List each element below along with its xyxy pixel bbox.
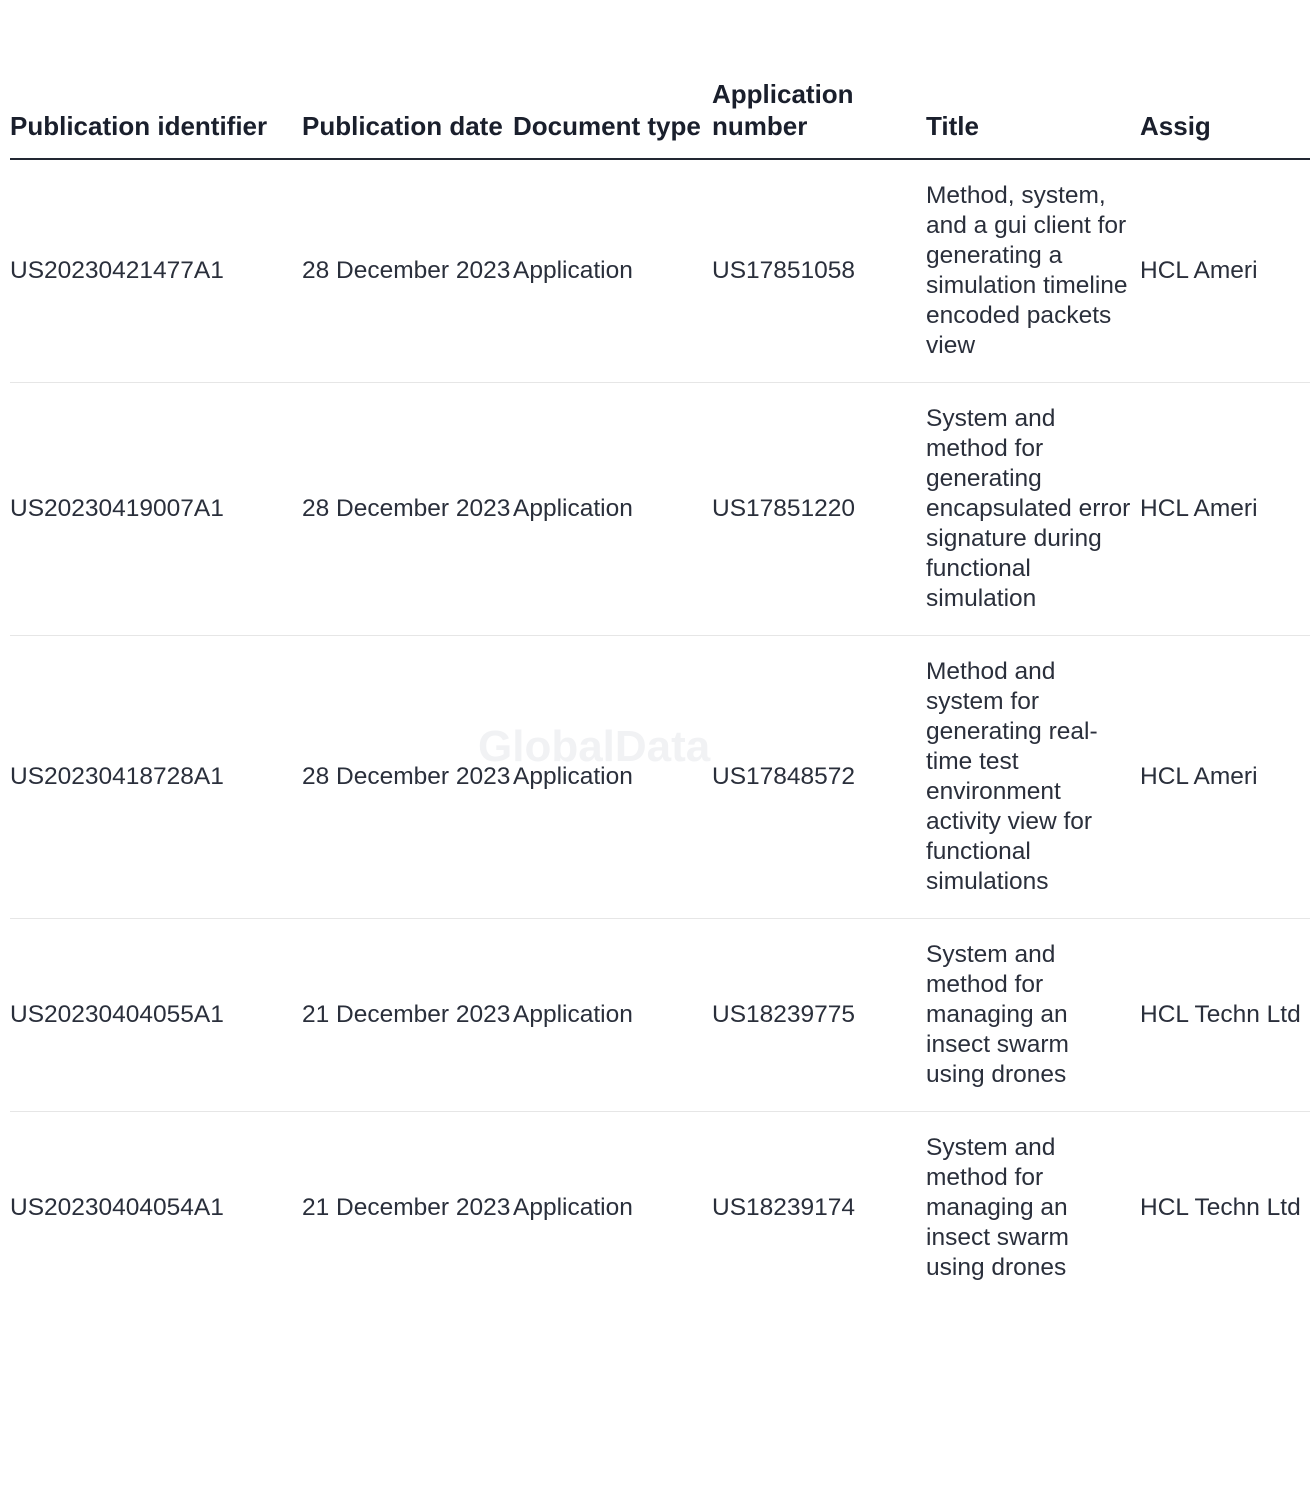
header-assignee: Assig [1140, 74, 1310, 159]
cell-publication-date: 21 December 2023 [302, 919, 513, 1112]
header-publication-date: Publication date [302, 74, 513, 159]
cell-title: Method, system, and a gui client for generating a simulation timeline encoded packets view [926, 159, 1140, 383]
table-row [10, 636, 1310, 919]
cell-publication-date: 28 December 2023 [302, 383, 513, 636]
cell-title: System and method for managing an insect swarm using drones [926, 1134, 1069, 1281]
cell-assignee: HCL Ameri [1140, 159, 1310, 383]
header-document-type: Document type [513, 74, 712, 159]
cell-document-type: Application [513, 383, 712, 636]
cell-assignee: HCL Techn Ltd [1140, 1194, 1301, 1221]
cell-title: Method and system for generating real-time test environment activity view for functional simulations [926, 636, 1140, 919]
header-publication-identifier: Publication identifier [10, 74, 302, 159]
cell-assignee: HCL Ameri [1140, 636, 1310, 919]
cell-application-number: US17851220 [712, 383, 926, 636]
cell-document-type: Application [513, 159, 712, 383]
cell-assignee: HCL Techn Ltd [1140, 919, 1310, 1112]
cell-assignee: HCL Ameri [1140, 383, 1310, 636]
cell-publication-identifier: US20230419007A1 [10, 383, 302, 636]
patent-table-container [10, 74, 1301, 1304]
cell-application-number: US17851058 [712, 159, 926, 383]
header-application-number: Application number [712, 74, 926, 159]
table-row [10, 159, 1310, 383]
header-title: Title [926, 74, 1140, 159]
watermark: GlobalData [478, 722, 711, 771]
header-row [10, 74, 1310, 159]
cell-publication-date: 21 December 2023 [302, 1194, 511, 1221]
cell-application-number: US18239174 [712, 1194, 856, 1221]
cell-publication-date: 28 December 2023 [302, 159, 513, 383]
cell-publication-identifier: US20230418728A1 [10, 636, 302, 919]
cell-publication-date: 28 December 2023 [302, 636, 513, 919]
cell-document-type: Application [513, 636, 712, 919]
table-row [10, 383, 1310, 636]
cell-publication-identifier: US20230404055A1 [10, 919, 302, 1112]
table-body [10, 159, 1310, 1304]
cell-title: System and method for generating encapsulated error signature during functional simulation [926, 383, 1140, 636]
cell-title: System and method for managing an insect swarm using drones [926, 919, 1140, 1112]
cell-application-number: US17848572 [712, 636, 926, 919]
cell-publication-identifier: US20230404054A1 [10, 1194, 224, 1221]
cell-document-type: Application [513, 1194, 633, 1221]
table-header [10, 74, 1310, 159]
cell-application-number: US18239775 [712, 919, 926, 1112]
table-row [10, 1112, 1310, 1305]
cell-document-type: Application [513, 919, 712, 1112]
patent-table [10, 74, 1310, 1304]
cell-publication-identifier: US20230421477A1 [10, 159, 302, 383]
table-row [10, 919, 1310, 1112]
